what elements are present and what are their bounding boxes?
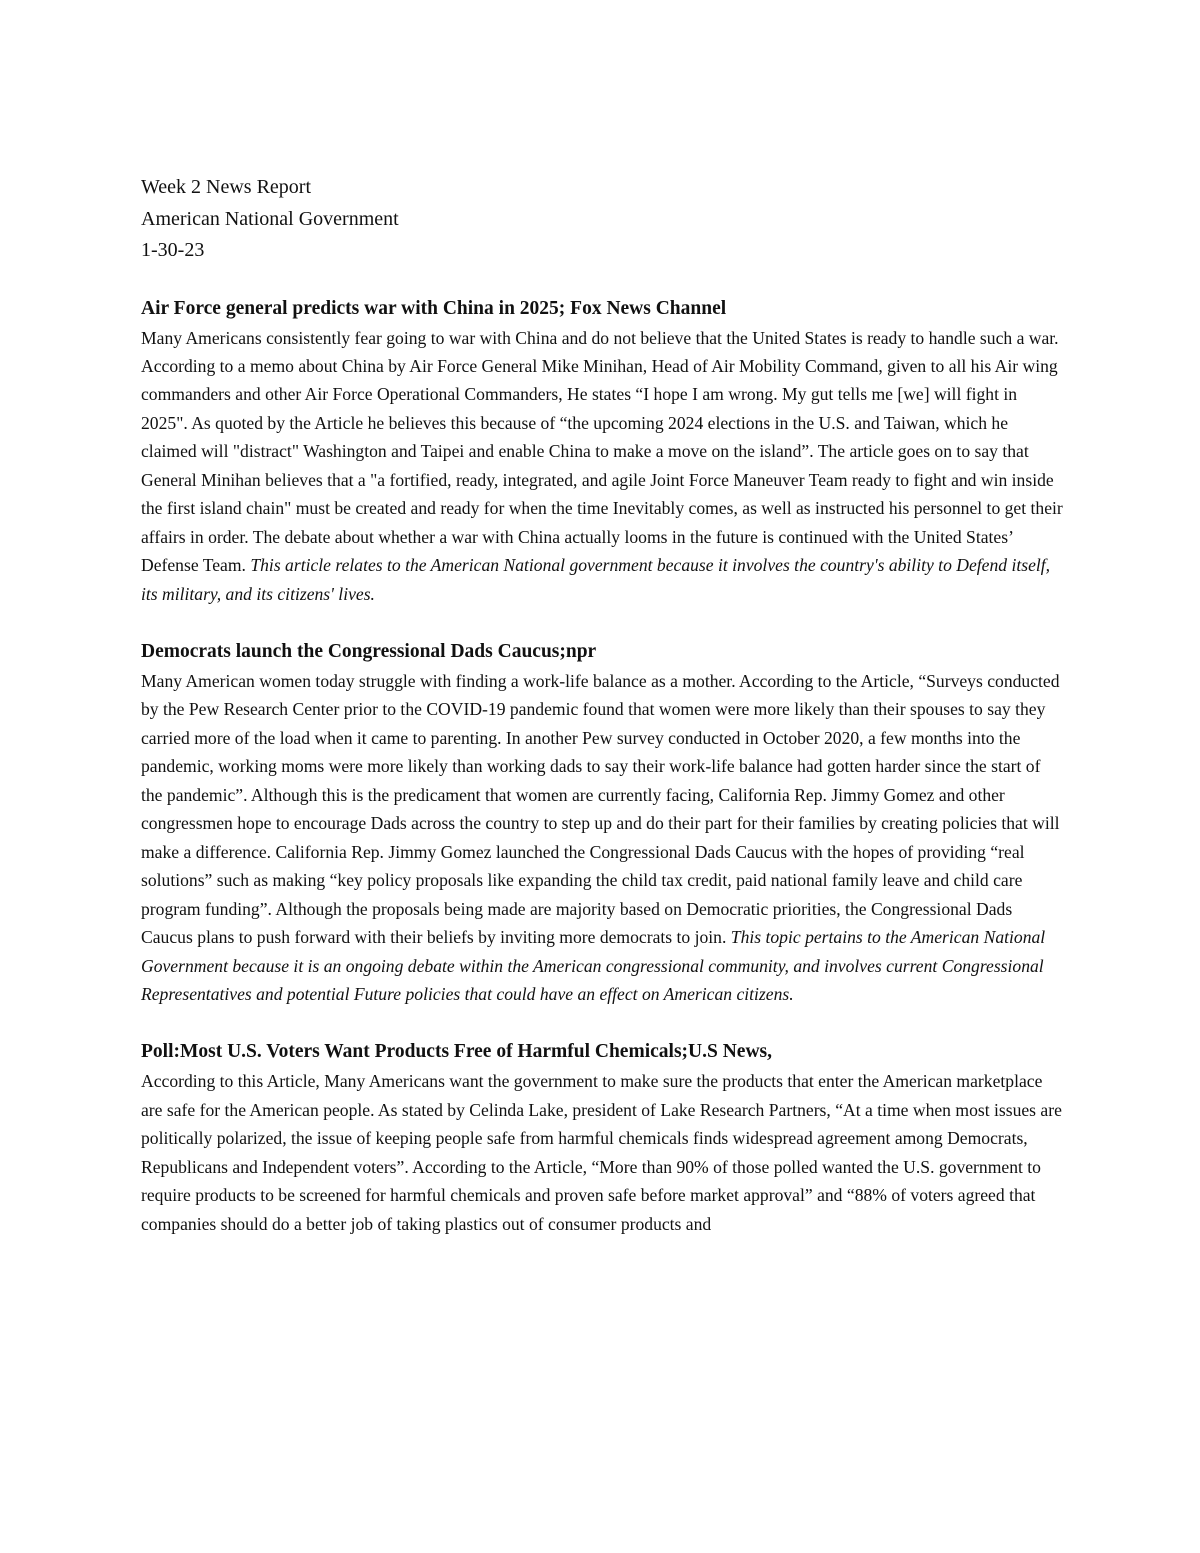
- article-1: [141, 294, 1066, 609]
- article-body: [141, 1067, 1066, 1238]
- article-reflection: This article relates to the American National government because it involves the country's ability to Defend itself, its military, and its citizens' lives.: [141, 555, 1051, 604]
- article-summary: Many Americans consistently fear going to war with China and do not believe that the United States is ready to handle such a war. According to a memo about China by Air Force General Mike Minihan, Head of Air Mobility Command, given to all his Air wing commanders and other Air Force Operational Commanders, He states “I hope I am wrong. My gut tells me [we] will fight in 2025". As quoted by the Article he believes this because of “the upcoming 2024 elections in the U.S. and Taiwan, which he claimed will "distract" Washington and Taipei and enable China to make a move on the island”. The article goes on to say that General Minihan believes that a "a fortified, ready, integrated, and agile Joint Force Maneuver Team ready to fight and win inside the first island chain" must be created and ready for when the time Inevitably comes, as well as instructed his personnel to get their affairs in order. The debate about whether a war with China actually looms in the future is continued with the United States’ Defense Team.: [141, 327, 1063, 576]
- course-name: American National Government: [141, 207, 399, 230]
- article-reflection: This topic pertains to the American National Government because it is an ongoing debate within the American congressional community, and involves current Congressional Representatives and potential Future policies that could have an effect on American citizens.: [141, 927, 1046, 1005]
- document-page: [141, 172, 1066, 1238]
- document-header: [141, 172, 1066, 267]
- report-title: Week 2 News Report: [141, 176, 312, 198]
- article-title: Poll:Most U.S. Voters Want Products Free of Harmful Chemicals;U.S News,: [141, 1041, 772, 1063]
- article-summary: According to this Article, Many Americans want the government to make sure the products that enter the American marketplace are safe for the American people. As stated by Celinda Lake, president of Lake Research Partners, “At a time when most issues are politically polarized, the issue of keeping people safe from harmful chemicals finds widespread agreement among Democrats, Republicans and Independent voters”. According to the Article, “More than 90% of those polled wanted the U.S. government to require products to be screened for harmful chemicals and proven safe before market approval” and “88% of voters agreed that companies should do a better job of taking plastics out of consumer products and: [141, 1071, 1062, 1234]
- article-2: [141, 637, 1066, 1008]
- article-title: Air Force general predicts war with China in 2025; Fox News Channel: [141, 297, 727, 319]
- article-body: [141, 324, 1066, 609]
- article-body: [141, 667, 1066, 1008]
- article-3: [141, 1037, 1066, 1238]
- article-title: Democrats launch the Congressional Dads Caucus;npr: [141, 641, 597, 663]
- report-date: 1-30-23: [141, 239, 205, 261]
- article-summary: Many American women today struggle with finding a work-life balance as a mother. According to the Article, “Surveys conducted by the Pew Research Center prior to the COVID-19 pandemic found that women were more likely than their spouses to say they carried more of the load when it came to parenting. In another Pew survey conducted in October 2020, a few months into the pandemic, working moms were more likely than working dads to say their work-life balance had gotten harder since the start of the pandemic”. Although this is the predicament that women are currently facing, California Rep. Jimmy Gomez and other congressmen hope to encourage Dads across the country to step up and do their part for their families by creating policies that will make a difference. California Rep. Jimmy Gomez launched the Congressional Dads Caucus with the hopes of providing “real solutions” such as making “key policy proposals like expanding the child tax credit, paid national family leave and child care program funding”. Although the proposals being made are majority based on Democratic priorities, the Congressional Dads Caucus plans to push forward with their beliefs by inviting more democrats to join.: [141, 671, 1060, 948]
